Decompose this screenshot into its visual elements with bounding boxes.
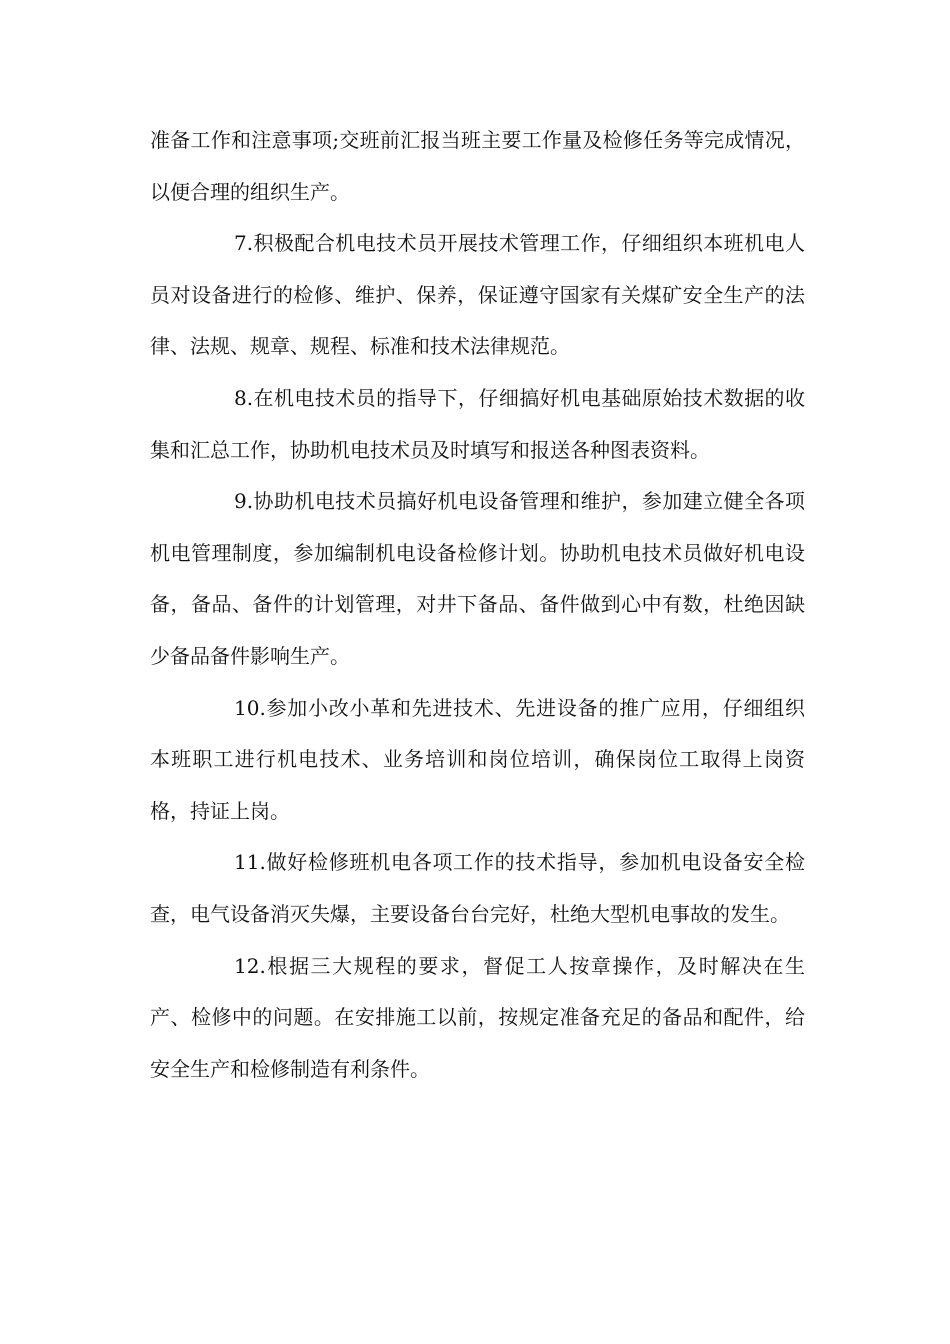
paragraph-item-11: 11.做好检修班机电各项工作的技术指导，参加机电设备安全检查，电气设备消灭失爆，主要设备台台完好，杜绝大型机电事故的发生。: [150, 850, 805, 926]
paragraph-item-7: 7.积极配合机电技术员开展技术管理工作，仔细组织本班机电人员对设备进行的检修、维护、保养，保证遵守国家有关煤矿安全生产的法律、法规、规章、规程、标准和技术法律规范。: [150, 231, 805, 359]
paragraph-continuation: 准备工作和注意事项;交班前汇报当班主要工作量及检修任务等完成情况，以便合理的组织生产。: [150, 128, 805, 204]
paragraph-item-12: 12.根据三大规程的要求，督促工人按章操作，及时解决在生产、检修中的问题。在安排施工以前，按规定准备充足的备品和配件，给安全生产和检修制造有利条件。: [150, 953, 805, 1081]
paragraph-item-9: 9.协助机电技术员搞好机电设备管理和维护，参加建立健全各项机电管理制度，参加编制机电设备检修计划。协助机电技术员做好机电设备，备品、备件的计划管理，对井下备品、备件做到心中有数，杜绝因缺少备品备件影响生产。: [150, 489, 805, 668]
document-body: [150, 115, 805, 1095]
paragraph-item-10: 10.参加小改小革和先进技术、先进设备的推广应用，仔细组织本班职工进行机电技术、业务培训和岗位培训，确保岗位工取得上岗资格，持证上岗。: [150, 695, 805, 823]
paragraph-item-8: 8.在机电技术员的指导下，仔细搞好机电基础原始技术数据的收集和汇总工作，协助机电技术员及时填写和报送各种图表资料。: [150, 385, 805, 462]
